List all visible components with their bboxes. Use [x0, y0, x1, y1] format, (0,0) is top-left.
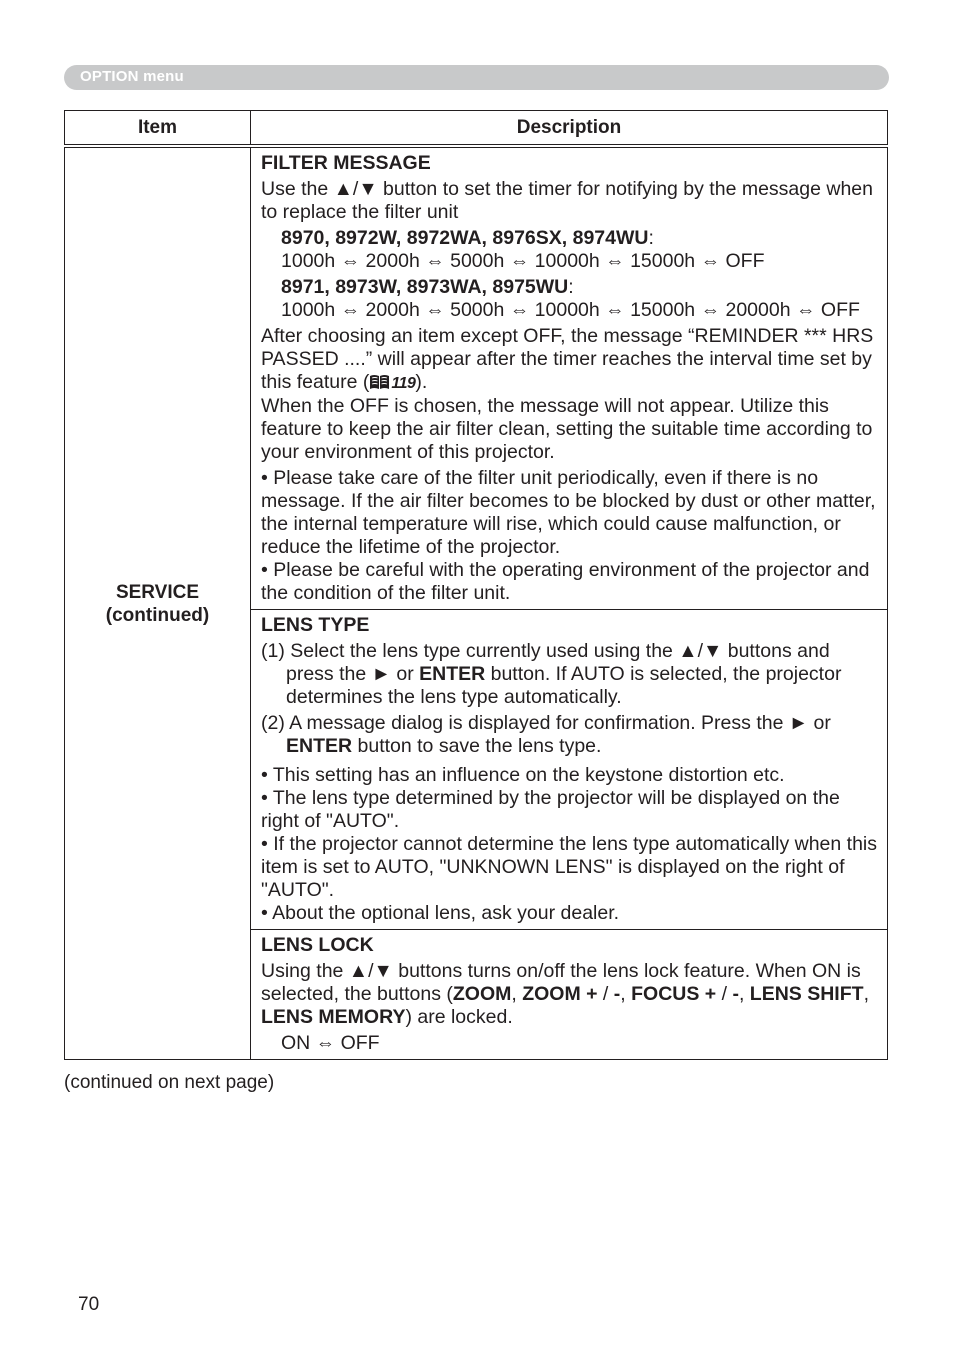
table-header-row	[65, 111, 888, 147]
filter-options1: 1000h ⇔ 2000h ⇔ 5000h ⇔ 10000h ⇔ 15000h ⇔ OFF	[281, 250, 765, 272]
description-lens-lock	[251, 930, 888, 1060]
filter-models2: 8971, 8973W, 8973WA, 8975WU	[281, 276, 569, 298]
filter-bullet1: • Please take care of the filter unit periodically, even if there is no message. If the air filter becomes to be blocked by dust or other matter, the internal temperature will rise, which could cause malfunction, or reduce the lifetime of the projector.	[261, 467, 876, 558]
description-lens-type	[251, 610, 888, 930]
lens-lock-text: Using the ▲/▼ buttons turns on/off the lens lock feature. When ON is selected, the buttons (ZOOM, ZOOM + / -, FOCUS + / -, LENS SHIFT, LENS MEMORY) are locked.	[261, 960, 869, 1028]
column-header-item: Item	[65, 111, 251, 147]
section-header-bar	[64, 65, 889, 90]
lens-lock-options: ON ⇔ OFF	[281, 1032, 380, 1054]
filter-reminder-text: After choosing an item except OFF, the message “REMINDER *** HRS PASSED ....” will appear after the timer reaches the interval time set by this feature ( 119).	[261, 325, 874, 393]
filter-options2: 1000h ⇔ 2000h ⇔ 5000h ⇔ 10000h ⇔ 15000h ⇔ 20000h ⇔ OFF	[281, 299, 860, 321]
filter-models1: 8970, 8972W, 8972WA, 8976SX, 8974WU	[281, 227, 649, 249]
description-filter-message	[251, 146, 888, 610]
filter-off-note: When the OFF is chosen, the message will not appear. Utilize this feature to keep the air filter clean, setting the suitable time according to your environment of this projector.	[261, 395, 873, 463]
filter-models-group2: 8971, 8973W, 8973WA, 8975WU: 1000h ⇔ 2000h ⇔ 5000h ⇔ 10000h ⇔ 15000h ⇔ 20000h ⇔ OFF	[281, 276, 860, 321]
filter-message-title: FILTER MESSAGE	[261, 152, 431, 174]
item-continued: (continued)	[105, 604, 210, 626]
lens-type-title: LENS TYPE	[261, 614, 370, 636]
option-table	[64, 110, 888, 1060]
lens-type-bullet2: • The lens type determined by the projector will be displayed on the right of "AUTO".	[261, 787, 840, 832]
book-reference-icon	[369, 374, 390, 390]
section-header-label: OPTION menu	[80, 68, 184, 85]
lens-type-bullet1: • This setting has an influence on the keystone distortion etc.	[261, 764, 785, 786]
lens-type-step2: (2) A message dialog is displayed for confirmation. Press the ► or ENTER button to save the lens type.	[261, 712, 831, 757]
filter-intro: Use the ▲/▼ button to set the timer for notifying by the message when to replace the filter unit	[261, 178, 873, 223]
lens-type-step1: (1) Select the lens type currently used using the ▲/▼ buttons and press the ► or ENTER button. If AUTO is selected, the projector determines the lens type automatically.	[261, 640, 842, 708]
lens-lock-title: LENS LOCK	[261, 934, 374, 956]
item-cell-service	[65, 146, 251, 1060]
lens-type-bullet4: • About the optional lens, ask your dealer.	[261, 902, 620, 924]
lens-type-bullet3: • If the projector cannot determine the lens type automatically when this item is set to AUTO, "UNKNOWN LENS" is displayed on the right of "AUTO".	[261, 833, 877, 901]
table-row-filter-message	[65, 146, 888, 610]
page-reference[interactable]: 119	[391, 375, 416, 392]
page-number: 70	[78, 1294, 100, 1315]
item-name: SERVICE	[115, 581, 200, 603]
column-header-description: Description	[251, 111, 888, 147]
filter-models-group1: 8970, 8972W, 8972WA, 8976SX, 8974WU: 1000h ⇔ 2000h ⇔ 5000h ⇔ 10000h ⇔ 15000h ⇔ OFF	[281, 227, 765, 272]
filter-bullet2: • Please be careful with the operating environment of the projector and the condition of the filter unit.	[261, 559, 870, 604]
continued-note: (continued on next page)	[64, 1072, 275, 1093]
